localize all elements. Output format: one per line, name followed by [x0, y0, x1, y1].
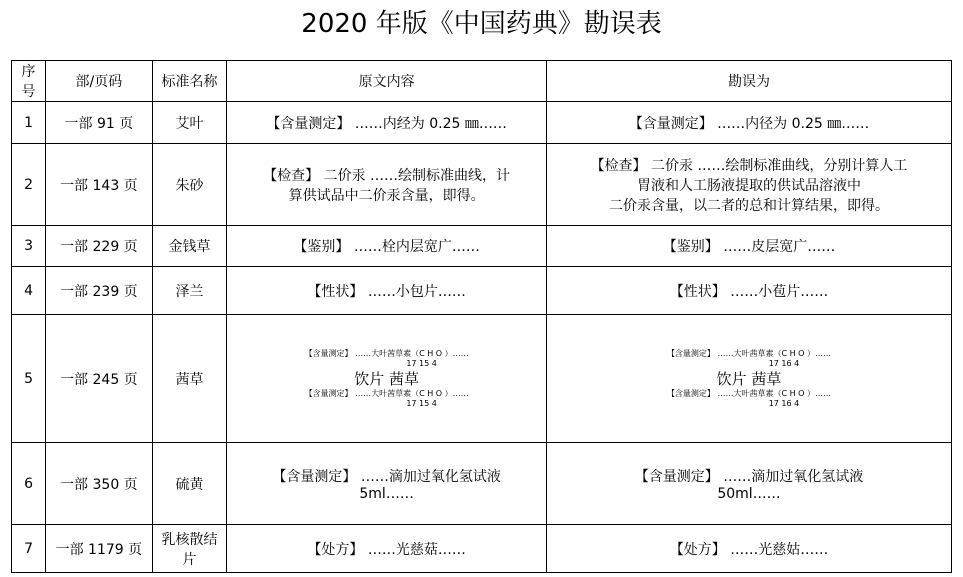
row-page: 一部 350 页 — [46, 443, 153, 525]
row-correction — [546, 315, 951, 443]
row-original-content — [227, 525, 547, 573]
header-index: 序号 — [12, 61, 46, 102]
original-line: 【处方】 ……光慈菇…… — [307, 541, 466, 558]
correction-line: 【含量测定】 ……滴加过氧化氢试液 — [634, 468, 864, 485]
correction-line: 【检查】 二价汞 ……绘制标准曲线，分别计算人工 — [590, 157, 908, 174]
row-original-content — [227, 226, 547, 267]
row-standard-name: 茜草 — [152, 315, 227, 443]
correction-line: 饮片 茜草 — [716, 369, 782, 388]
row-standard-name: 泽兰 — [152, 267, 227, 315]
table-row — [12, 525, 952, 573]
table-row — [12, 144, 952, 226]
correction-line: 50ml…… — [717, 485, 781, 502]
row-index: 2 — [12, 144, 46, 226]
correction-line: 【含量测定】 ……大叶茜草素（C H O ）…… — [666, 388, 832, 398]
correction-line: 【含量测定】 ……内径为 0.25 ㎜…… — [628, 115, 870, 132]
formula-subscript: 17 15 4 — [406, 398, 437, 408]
formula-subscript: 17 16 4 — [768, 398, 800, 408]
header-original-content: 原文内容 — [227, 61, 547, 102]
row-correction — [546, 267, 951, 315]
errata-table — [11, 60, 952, 573]
row-index: 4 — [12, 267, 46, 315]
table-header-row — [12, 61, 952, 102]
row-index: 3 — [12, 226, 46, 267]
correction-line: 【处方】 ……光慈姑…… — [669, 541, 829, 558]
row-page: 一部 229 页 — [46, 226, 153, 267]
row-page: 一部 245 页 — [46, 315, 153, 443]
original-line: 饮片 茜草 — [354, 369, 419, 388]
correction-line: 【鉴别】 ……皮层宽广…… — [662, 239, 836, 255]
table-row — [12, 102, 952, 144]
header-page: 部/页码 — [46, 61, 153, 102]
correction-line: 【含量测定】 ……大叶茜草素（C H O ）…… — [666, 348, 832, 358]
row-standard-name: 乳核散结片 — [152, 525, 227, 573]
table-row — [12, 267, 952, 315]
row-original-content — [227, 144, 547, 226]
row-original-content — [227, 443, 547, 525]
row-correction — [546, 226, 951, 267]
row-index: 1 — [12, 102, 46, 144]
row-standard-name: 朱砂 — [152, 144, 227, 226]
row-page: 一部 239 页 — [46, 267, 153, 315]
table-row — [12, 443, 952, 525]
row-standard-name: 金钱草 — [152, 226, 227, 267]
original-line: 5ml…… — [359, 485, 414, 502]
original-line: 【性状】 ……小包片…… — [307, 283, 466, 300]
table-row — [12, 315, 952, 443]
row-correction — [546, 525, 951, 573]
row-index: 6 — [12, 443, 46, 525]
original-line: 【含量测定】 ……滴加过氧化氢试液 — [272, 468, 501, 485]
row-page: 一部 1179 页 — [46, 525, 153, 573]
table-row — [12, 226, 952, 267]
row-original-content — [227, 315, 547, 443]
row-index: 7 — [12, 525, 46, 573]
row-standard-name: 硫黄 — [152, 443, 227, 525]
row-correction — [546, 144, 951, 226]
row-page: 一部 91 页 — [46, 102, 153, 144]
row-original-content — [227, 267, 547, 315]
row-correction — [546, 443, 951, 525]
original-line: 【含量测定】 ……内经为 0.25 ㎜…… — [266, 115, 507, 132]
row-page: 一部 143 页 — [46, 144, 153, 226]
row-correction — [546, 102, 951, 144]
correction-line: 【性状】 ……小苞片…… — [669, 283, 829, 300]
original-line: 【鉴别】 ……栓内层宽广…… — [293, 239, 480, 255]
formula-subscript: 17 16 4 — [768, 358, 800, 368]
row-index: 5 — [12, 315, 46, 443]
original-line: 【检查】 二价汞 ……绘制标准曲线，计 — [263, 167, 511, 184]
page-title: 2020 年版《中国药典》勘误表 — [301, 9, 662, 39]
formula-subscript: 17 15 4 — [406, 358, 437, 368]
correction-line: 胃液和人工肠液提取的供试品溶液中 — [636, 177, 861, 194]
original-line: 算供试品中二价汞含量，即得。 — [288, 187, 485, 204]
header-correction: 勘误为 — [546, 61, 951, 102]
row-original-content — [227, 102, 547, 144]
row-standard-name: 艾叶 — [152, 102, 227, 144]
original-line: 【含量测定】 ……大叶茜草素（C H O ）…… — [304, 348, 469, 358]
original-line: 【含量测定】 ……大叶茜草素（C H O ）…… — [304, 388, 469, 398]
correction-line: 二价汞含量，以二者的总和计算结果，即得。 — [608, 197, 889, 214]
header-standard-name: 标准名称 — [152, 61, 227, 102]
